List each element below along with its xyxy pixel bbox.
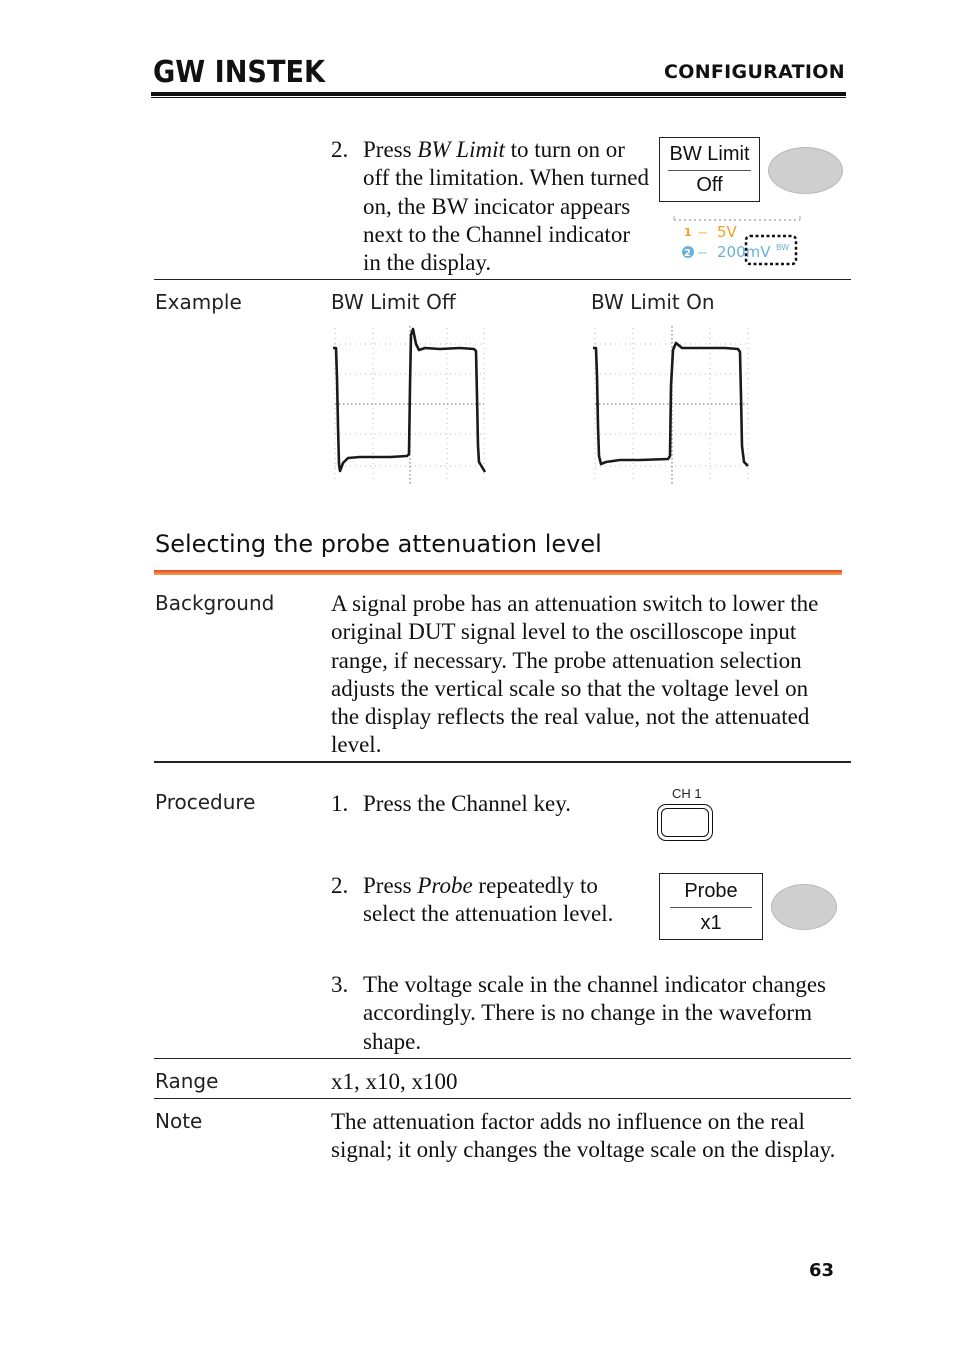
step3-text: The voltage scale in the channel indicator changes accordingly. There is no change in the waveform shape. (363, 972, 826, 1054)
bw-limit-softkey[interactable] (659, 137, 760, 202)
divider (154, 761, 851, 763)
page-number: 63 (809, 1260, 835, 1281)
divider (154, 279, 851, 280)
ch1-key[interactable] (655, 786, 717, 844)
probe-softkey[interactable] (659, 873, 763, 940)
svg-text:⎓: ⎓ (698, 246, 707, 259)
brand-logo (153, 54, 328, 86)
step-number: 2. (331, 137, 349, 162)
divider (154, 1058, 851, 1059)
probe-softkey-value: x1 (700, 912, 722, 934)
bezel-button[interactable] (771, 884, 837, 930)
channel-indicator (672, 212, 802, 268)
step1-number: 1. (331, 791, 349, 816)
header-rule (151, 92, 846, 96)
svg-text:2: 2 (684, 248, 691, 259)
channel-indicator-graphic (672, 212, 802, 268)
range-label: Range (155, 1069, 219, 1093)
step1-text: Press the Channel key. (363, 791, 572, 816)
bw-off-caption: BW Limit Off (331, 290, 456, 314)
svg-text:5V: 5V (717, 223, 737, 241)
step3-number: 3. (331, 972, 349, 997)
note-label: Note (155, 1109, 203, 1133)
bw-on-caption: BW Limit On (591, 290, 715, 314)
step2-text: Press Probe repeatedly to select the attenuation level. (363, 873, 614, 927)
svg-text:BW: BW (776, 243, 790, 252)
example-label: Example (155, 290, 242, 314)
bezel-button[interactable] (768, 147, 843, 194)
softkey-value: Off (696, 174, 723, 196)
logo-text: GW INSTEK (153, 55, 327, 86)
step-bw-text: Press BW Limit to turn on or off the limitation. When turned on, the BW incicator appears next to the Channel indicator in the display. (363, 137, 649, 276)
svg-text:200mV: 200mV (717, 243, 771, 261)
header-rule-thin (151, 97, 846, 98)
note-text: The attenuation factor adds no influence on the real signal; it only changes the voltage scale on the display. (331, 1109, 836, 1163)
svg-text:⎓: ⎓ (698, 226, 707, 239)
range-value: x1, x10, x100 (331, 1069, 458, 1094)
procedure-label: Procedure (155, 790, 256, 814)
probe-softkey-title: Probe (684, 880, 738, 902)
divider (154, 1098, 851, 1099)
ch1-key-label: CH 1 (672, 786, 702, 801)
background-label: Background (155, 591, 275, 615)
step2-number: 2. (331, 873, 349, 898)
svg-text:1: 1 (684, 226, 692, 239)
waveform-bw-off (330, 326, 490, 486)
section-header: CONFIGURATION (664, 61, 845, 83)
section-title: Selecting the probe attenuation level (155, 530, 602, 558)
ch1-key-body[interactable] (657, 804, 713, 841)
waveform-bw-on (590, 326, 755, 486)
softkey-title: BW Limit (669, 143, 750, 165)
background-text: A signal probe has an attenuation switch to lower the original DUT signal level to the oscilloscope input range, if necessary. The probe attenuation selection adjusts the vertical scale so that the voltage level on the display reflects the real value, not the attenuated level. (331, 591, 819, 758)
section-accent-line (154, 570, 842, 575)
